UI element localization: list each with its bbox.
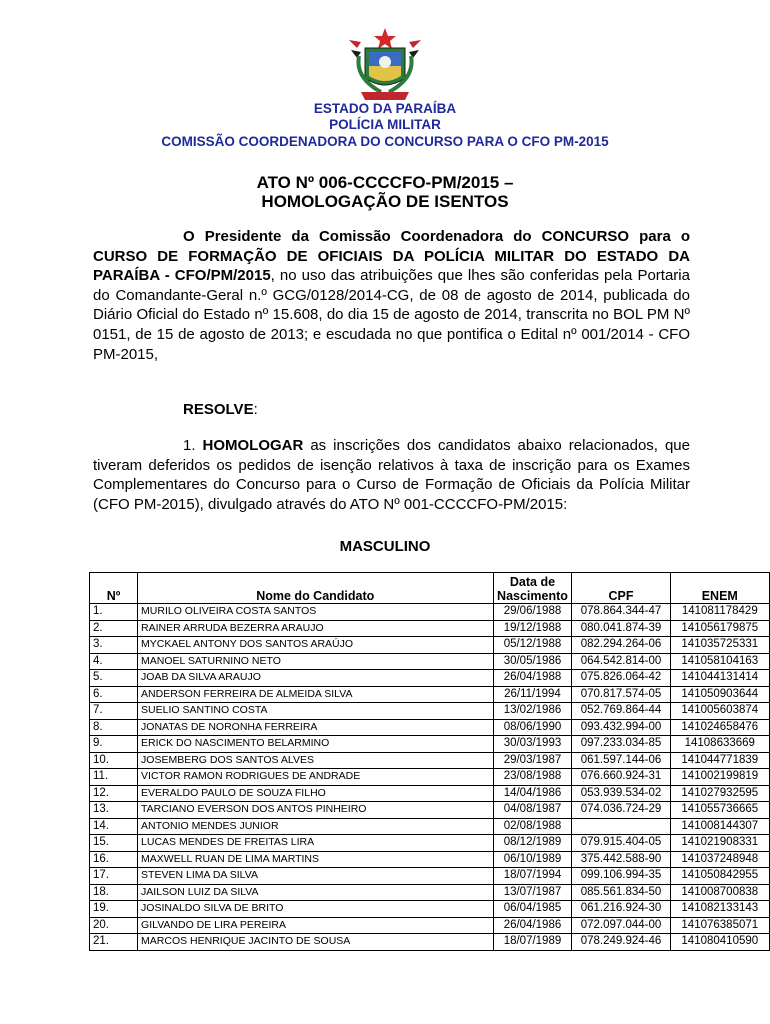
row-name: MANOEL SATURNINO NETO — [138, 653, 493, 670]
row-name: MARCOS HENRIQUE JACINTO DE SOUSA — [138, 934, 493, 951]
row-cpf: 076.660.924-31 — [572, 769, 670, 786]
row-birthdate: 08/06/1990 — [493, 719, 572, 736]
item-1-verb: HOMOLOGAR — [202, 437, 304, 454]
act-title: ATO Nº 006-CCCCFO-PM/2015 – — [256, 173, 514, 192]
candidates-table — [89, 572, 770, 951]
header-num: Nº — [90, 573, 138, 604]
table-row — [90, 769, 770, 786]
row-cpf: 072.097.044-00 — [572, 917, 670, 934]
row-number: 19. — [90, 901, 138, 918]
row-name: ERICK DO NASCIMENTO BELARMINO — [138, 736, 493, 753]
table-row — [90, 719, 770, 736]
intro-paragraph — [93, 227, 690, 364]
row-birthdate: 18/07/1989 — [493, 934, 572, 951]
table-row — [90, 802, 770, 819]
header-police: POLÍCIA MILITAR — [329, 117, 441, 132]
row-number: 9. — [90, 736, 138, 753]
header-birthdate-l2: Nascimento — [497, 589, 568, 603]
row-number: 1. — [90, 604, 138, 621]
row-number: 10. — [90, 752, 138, 769]
row-name: MAXWELL RUAN DE LIMA MARTINS — [138, 851, 493, 868]
table-row — [90, 686, 770, 703]
row-cpf: 061.597.144-06 — [572, 752, 670, 769]
row-name: JOSEMBERG DOS SANTOS ALVES — [138, 752, 493, 769]
header-name: Nome do Candidato — [138, 573, 493, 604]
table-header-row — [90, 573, 770, 604]
table-row — [90, 752, 770, 769]
row-birthdate: 30/05/1986 — [493, 653, 572, 670]
row-cpf: 052.769.864-44 — [572, 703, 670, 720]
row-number: 7. — [90, 703, 138, 720]
row-cpf: 079.915.404-05 — [572, 835, 670, 852]
table-row — [90, 620, 770, 637]
row-enem: 141080410590 — [670, 934, 769, 951]
header-enem: ENEM — [670, 573, 769, 604]
row-birthdate: 08/12/1989 — [493, 835, 572, 852]
row-enem: 141050842955 — [670, 868, 769, 885]
row-number: 13. — [90, 802, 138, 819]
row-enem: 141024658476 — [670, 719, 769, 736]
row-birthdate: 05/12/1988 — [493, 637, 572, 654]
row-name: JOSINALDO SILVA DE BRITO — [138, 901, 493, 918]
row-number: 8. — [90, 719, 138, 736]
row-name: TARCIANO EVERSON DOS ANTOS PINHEIRO — [138, 802, 493, 819]
row-birthdate: 19/12/1988 — [493, 620, 572, 637]
row-cpf: 099.106.994-35 — [572, 868, 670, 885]
row-enem: 141044771839 — [670, 752, 769, 769]
row-enem: 141055736665 — [670, 802, 769, 819]
table-row — [90, 901, 770, 918]
row-cpf: 093.432.994-00 — [572, 719, 670, 736]
row-name: MYCKAEL ANTONY DOS SANTOS ARAÚJO — [138, 637, 493, 654]
header-cpf: CPF — [572, 573, 670, 604]
row-name: JONATAS DE NORONHA FERREIRA — [138, 719, 493, 736]
row-name: JOAB DA SILVA ARAUJO — [138, 670, 493, 687]
row-name: VICTOR RAMON RODRIGUES DE ANDRADE — [138, 769, 493, 786]
row-birthdate: 06/10/1989 — [493, 851, 572, 868]
table-row — [90, 670, 770, 687]
row-number: 17. — [90, 868, 138, 885]
row-birthdate: 13/07/1987 — [493, 884, 572, 901]
row-cpf: 085.561.834-50 — [572, 884, 670, 901]
row-birthdate: 26/04/1988 — [493, 670, 572, 687]
row-name: EVERALDO PAULO DE SOUZA FILHO — [138, 785, 493, 802]
table-row — [90, 653, 770, 670]
row-number: 15. — [90, 835, 138, 852]
row-enem: 141008144307 — [670, 818, 769, 835]
row-birthdate: 29/06/1988 — [493, 604, 572, 621]
row-enem: 141035725331 — [670, 637, 769, 654]
row-number: 4. — [90, 653, 138, 670]
row-birthdate: 02/08/1988 — [493, 818, 572, 835]
row-birthdate: 26/04/1986 — [493, 917, 572, 934]
row-birthdate: 23/08/1988 — [493, 769, 572, 786]
row-name: STEVEN LIMA DA SILVA — [138, 868, 493, 885]
table-row — [90, 703, 770, 720]
header-state: ESTADO DA PARAÍBA — [313, 101, 457, 116]
row-name: LUCAS MENDES DE FREITAS LIRA — [138, 835, 493, 852]
row-birthdate: 26/11/1994 — [493, 686, 572, 703]
row-number: 6. — [90, 686, 138, 703]
row-number: 5. — [90, 670, 138, 687]
row-number: 14. — [90, 818, 138, 835]
row-name: MURILO OLIVEIRA COSTA SANTOS — [138, 604, 493, 621]
state-coat-of-arms-icon — [347, 26, 423, 104]
header-birthdate-l1: Data de — [509, 575, 556, 589]
row-enem: 14108633669 — [670, 736, 769, 753]
row-enem: 141005603874 — [670, 703, 769, 720]
table-row — [90, 835, 770, 852]
row-birthdate: 18/07/1994 — [493, 868, 572, 885]
table-row — [90, 604, 770, 621]
row-number: 12. — [90, 785, 138, 802]
intro-text: , no uso das atribuições que lhes são conferidas pela Portaria do Comandante-Geral n.º GCG/0128/2014-CG, de 08 de agosto de 2014, publicada do Diário Oficial do Estado nº 15.608, do dia 15 de agosto de 2014, transcrita no BOL PM Nº 0151, de 15 de agosto de 2013; e escudada no que pontifica o Edital nº 001/2014 - CFO PM-2015, — [93, 267, 690, 363]
table-row — [90, 785, 770, 802]
row-enem: 141050903644 — [670, 686, 769, 703]
table-row — [90, 637, 770, 654]
row-birthdate: 04/08/1987 — [493, 802, 572, 819]
row-enem: 141058104163 — [670, 653, 769, 670]
header-birthdate — [493, 573, 572, 604]
row-name: ANDERSON FERREIRA DE ALMEIDA SILVA — [138, 686, 493, 703]
row-cpf: 061.216.924-30 — [572, 901, 670, 918]
row-enem: 141008700838 — [670, 884, 769, 901]
row-number: 18. — [90, 884, 138, 901]
row-number: 20. — [90, 917, 138, 934]
resolve-heading — [183, 401, 258, 418]
resolve-colon: : — [253, 401, 258, 418]
row-cpf: 078.249.924-46 — [572, 934, 670, 951]
row-number: 16. — [90, 851, 138, 868]
row-cpf — [572, 818, 670, 835]
row-number: 3. — [90, 637, 138, 654]
row-name: SUELIO SANTINO COSTA — [138, 703, 493, 720]
row-name: JAILSON LUIZ DA SILVA — [138, 884, 493, 901]
table-row — [90, 736, 770, 753]
row-cpf: 078.864.344-47 — [572, 604, 670, 621]
row-number: 2. — [90, 620, 138, 637]
intro-bold-text: O Presidente da Comissão Coordenadora do CONCURSO para o CURSO DE FORMAÇÃO DE OFICIAIS DA POLÍCIA MILITAR DO ESTADO DA PARAÍBA - CFO/PM/2015 — [93, 228, 690, 285]
row-cpf: 082.294.264-06 — [572, 637, 670, 654]
row-cpf: 080.041.874-39 — [572, 620, 670, 637]
row-name: ANTONIO MENDES JUNIOR — [138, 818, 493, 835]
table-row — [90, 884, 770, 901]
row-enem: 141076385071 — [670, 917, 769, 934]
table-row — [90, 818, 770, 835]
row-cpf: 075.826.064-42 — [572, 670, 670, 687]
row-name: GILVANDO DE LIRA PEREIRA — [138, 917, 493, 934]
row-enem: 141082133143 — [670, 901, 769, 918]
resolve-label: RESOLVE — [183, 401, 254, 418]
row-birthdate: 30/03/1993 — [493, 736, 572, 753]
row-birthdate: 13/02/1986 — [493, 703, 572, 720]
row-enem: 141021908331 — [670, 835, 769, 852]
row-cpf: 053.939.534-02 — [572, 785, 670, 802]
row-cpf: 064.542.814-00 — [572, 653, 670, 670]
row-enem: 141044131414 — [670, 670, 769, 687]
row-cpf: 070.817.574-05 — [572, 686, 670, 703]
table-row — [90, 917, 770, 934]
row-enem: 141056179875 — [670, 620, 769, 637]
row-cpf: 097.233.034-85 — [572, 736, 670, 753]
item-1-number: 1. — [183, 437, 196, 454]
row-cpf: 074.036.724-29 — [572, 802, 670, 819]
item-1-paragraph — [93, 436, 690, 514]
item-1-text: as inscrições dos candidatos abaixo relacionados, que tiveram deferidos os pedidos de isenção relativos à taxa de inscrição para os Exames Complementares do Concurso para o Curso de Formação de Oficiais da Polícia Militar (CFO PM-2015), divulgado através do ATO Nº 001-CCCCFO-PM/2015: — [93, 437, 690, 513]
row-birthdate: 29/03/1987 — [493, 752, 572, 769]
row-birthdate: 06/04/1985 — [493, 901, 572, 918]
header-commission: COMISSÃO COORDENADORA DO CONCURSO PARA O CFO PM-2015 — [161, 134, 609, 149]
row-name: RAINER ARRUDA BEZERRA ARAUJO — [138, 620, 493, 637]
table-row — [90, 934, 770, 951]
row-birthdate: 14/04/1986 — [493, 785, 572, 802]
row-cpf: 375.442.588-90 — [572, 851, 670, 868]
act-subtitle: HOMOLOGAÇÃO DE ISENTOS — [261, 192, 509, 211]
row-number: 11. — [90, 769, 138, 786]
row-number: 21. — [90, 934, 138, 951]
table-row — [90, 851, 770, 868]
row-enem: 141002199819 — [670, 769, 769, 786]
row-enem: 141037248948 — [670, 851, 769, 868]
table-row — [90, 868, 770, 885]
row-enem: 141027932595 — [670, 785, 769, 802]
section-title: MASCULINO — [339, 538, 431, 555]
row-enem: 141081178429 — [670, 604, 769, 621]
